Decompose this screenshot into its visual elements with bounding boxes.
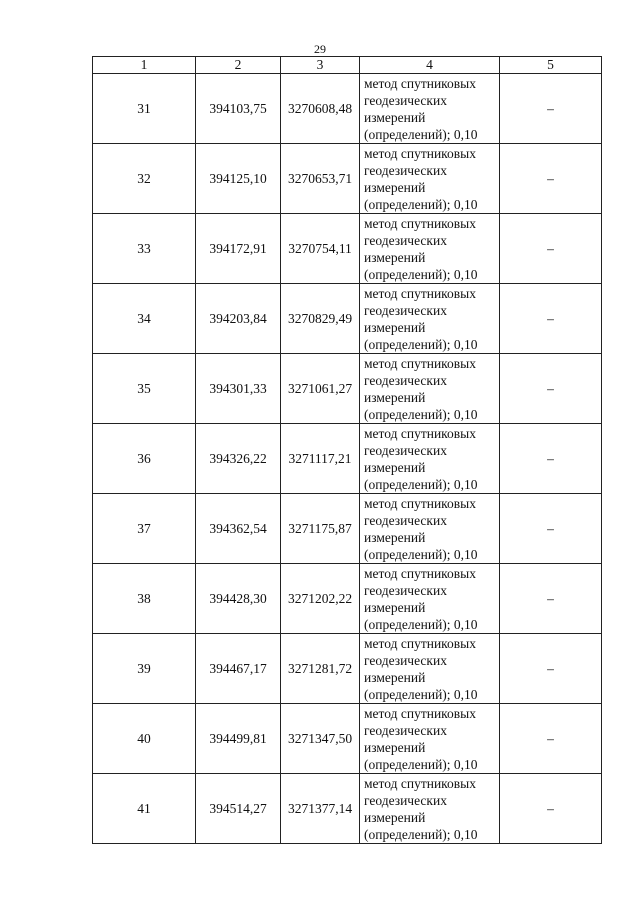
coordinate-y-cell: 3271061,27	[281, 354, 360, 424]
table-row	[93, 774, 602, 844]
dash-mark: –	[547, 310, 554, 326]
method-line: измерений	[364, 389, 426, 405]
method-line: измерений	[364, 179, 426, 195]
method-line: измерений	[364, 459, 426, 475]
method-line: метод спутниковых	[364, 75, 476, 91]
coordinate-x-cell: 394172,91	[196, 214, 281, 284]
method-line: метод спутниковых	[364, 215, 476, 231]
coordinate-y-cell: 3271347,50	[281, 704, 360, 774]
method-line: геодезических	[364, 302, 447, 318]
method-line: геодезических	[364, 442, 447, 458]
method-line: метод спутниковых	[364, 565, 476, 581]
method-line: метод спутниковых	[364, 285, 476, 301]
method-cell	[360, 284, 500, 354]
method-cell	[360, 144, 500, 214]
note-cell	[500, 284, 602, 354]
header-cell-3: 3	[281, 57, 360, 74]
method-cell	[360, 424, 500, 494]
coordinate-y-cell: 3270608,48	[281, 74, 360, 144]
coordinate-y-cell: 3271281,72	[281, 634, 360, 704]
method-line: геодезических	[364, 722, 447, 738]
point-number-cell: 41	[93, 774, 196, 844]
method-line: метод спутниковых	[364, 775, 476, 791]
note-cell	[500, 214, 602, 284]
method-line: метод спутниковых	[364, 425, 476, 441]
header-cell-4: 4	[360, 57, 500, 74]
note-cell	[500, 144, 602, 214]
point-number-cell: 40	[93, 704, 196, 774]
method-line: измерений	[364, 739, 426, 755]
method-line: геодезических	[364, 582, 447, 598]
table-row	[93, 494, 602, 564]
point-number-cell: 31	[93, 74, 196, 144]
coordinate-x-cell: 394103,75	[196, 74, 281, 144]
method-line: геодезических	[364, 92, 447, 108]
dash-mark: –	[547, 450, 554, 466]
dash-mark: –	[547, 520, 554, 536]
coordinate-y-cell: 3270754,11	[281, 214, 360, 284]
page-number: 29	[314, 42, 326, 56]
point-number-cell: 39	[93, 634, 196, 704]
method-line: метод спутниковых	[364, 635, 476, 651]
point-number-cell: 34	[93, 284, 196, 354]
method-line: (определений); 0,10	[364, 686, 478, 702]
coordinate-x-cell: 394428,30	[196, 564, 281, 634]
point-number-cell: 35	[93, 354, 196, 424]
method-cell	[360, 704, 500, 774]
coordinate-x-cell: 394499,81	[196, 704, 281, 774]
coordinate-y-cell: 3270829,49	[281, 284, 360, 354]
header-cell-5: 5	[500, 57, 602, 74]
coordinate-x-cell: 394467,17	[196, 634, 281, 704]
method-line: (определений); 0,10	[364, 336, 478, 352]
method-line: измерений	[364, 809, 426, 825]
note-cell	[500, 704, 602, 774]
coordinates-table	[92, 56, 602, 844]
method-line: измерений	[364, 669, 426, 685]
point-number-cell: 36	[93, 424, 196, 494]
point-number-cell: 37	[93, 494, 196, 564]
table-row	[93, 354, 602, 424]
method-cell	[360, 74, 500, 144]
note-cell	[500, 564, 602, 634]
coordinate-x-cell: 394362,54	[196, 494, 281, 564]
method-cell	[360, 564, 500, 634]
method-line: (определений); 0,10	[364, 756, 478, 772]
method-line: измерений	[364, 109, 426, 125]
table-row	[93, 564, 602, 634]
method-line: измерений	[364, 249, 426, 265]
method-line: геодезических	[364, 372, 447, 388]
coordinate-y-cell: 3270653,71	[281, 144, 360, 214]
note-cell	[500, 74, 602, 144]
coordinate-x-cell: 394203,84	[196, 284, 281, 354]
table-row	[93, 284, 602, 354]
header-cell-1: 1	[93, 57, 196, 74]
dash-mark: –	[547, 800, 554, 816]
note-cell	[500, 354, 602, 424]
method-cell	[360, 354, 500, 424]
method-line: геодезических	[364, 652, 447, 668]
table-header-row	[93, 57, 602, 74]
dash-mark: –	[547, 100, 554, 116]
table-row	[93, 424, 602, 494]
coordinate-y-cell: 3271202,22	[281, 564, 360, 634]
method-line: (определений); 0,10	[364, 126, 478, 142]
dash-mark: –	[547, 170, 554, 186]
dash-mark: –	[547, 240, 554, 256]
method-cell	[360, 634, 500, 704]
coordinate-x-cell: 394125,10	[196, 144, 281, 214]
method-line: геодезических	[364, 232, 447, 248]
point-number-cell: 32	[93, 144, 196, 214]
note-cell	[500, 494, 602, 564]
method-cell	[360, 774, 500, 844]
method-line: геодезических	[364, 162, 447, 178]
note-cell	[500, 424, 602, 494]
table-row	[93, 144, 602, 214]
coordinate-x-cell: 394326,22	[196, 424, 281, 494]
coordinate-y-cell: 3271175,87	[281, 494, 360, 564]
table-row	[93, 704, 602, 774]
method-line: метод спутниковых	[364, 705, 476, 721]
coordinate-y-cell: 3271117,21	[281, 424, 360, 494]
point-number-cell: 38	[93, 564, 196, 634]
coordinate-x-cell: 394514,27	[196, 774, 281, 844]
method-line: (определений); 0,10	[364, 826, 478, 842]
table-row	[93, 74, 602, 144]
dash-mark: –	[547, 380, 554, 396]
method-line: (определений); 0,10	[364, 476, 478, 492]
method-line: (определений); 0,10	[364, 406, 478, 422]
method-line: метод спутниковых	[364, 145, 476, 161]
method-line: геодезических	[364, 512, 447, 528]
note-cell	[500, 774, 602, 844]
dash-mark: –	[547, 660, 554, 676]
coordinate-y-cell: 3271377,14	[281, 774, 360, 844]
dash-mark: –	[547, 730, 554, 746]
point-number-cell: 33	[93, 214, 196, 284]
coordinate-x-cell: 394301,33	[196, 354, 281, 424]
note-cell	[500, 634, 602, 704]
method-line: метод спутниковых	[364, 495, 476, 511]
method-line: (определений); 0,10	[364, 546, 478, 562]
method-line: (определений); 0,10	[364, 266, 478, 282]
method-line: измерений	[364, 319, 426, 335]
table-row	[93, 634, 602, 704]
table-row	[93, 214, 602, 284]
method-line: (определений); 0,10	[364, 196, 478, 212]
method-line: метод спутниковых	[364, 355, 476, 371]
method-line: геодезических	[364, 792, 447, 808]
method-line: измерений	[364, 529, 426, 545]
method-line: (определений); 0,10	[364, 616, 478, 632]
dash-mark: –	[547, 590, 554, 606]
method-cell	[360, 494, 500, 564]
header-cell-2: 2	[196, 57, 281, 74]
method-line: измерений	[364, 599, 426, 615]
method-cell	[360, 214, 500, 284]
